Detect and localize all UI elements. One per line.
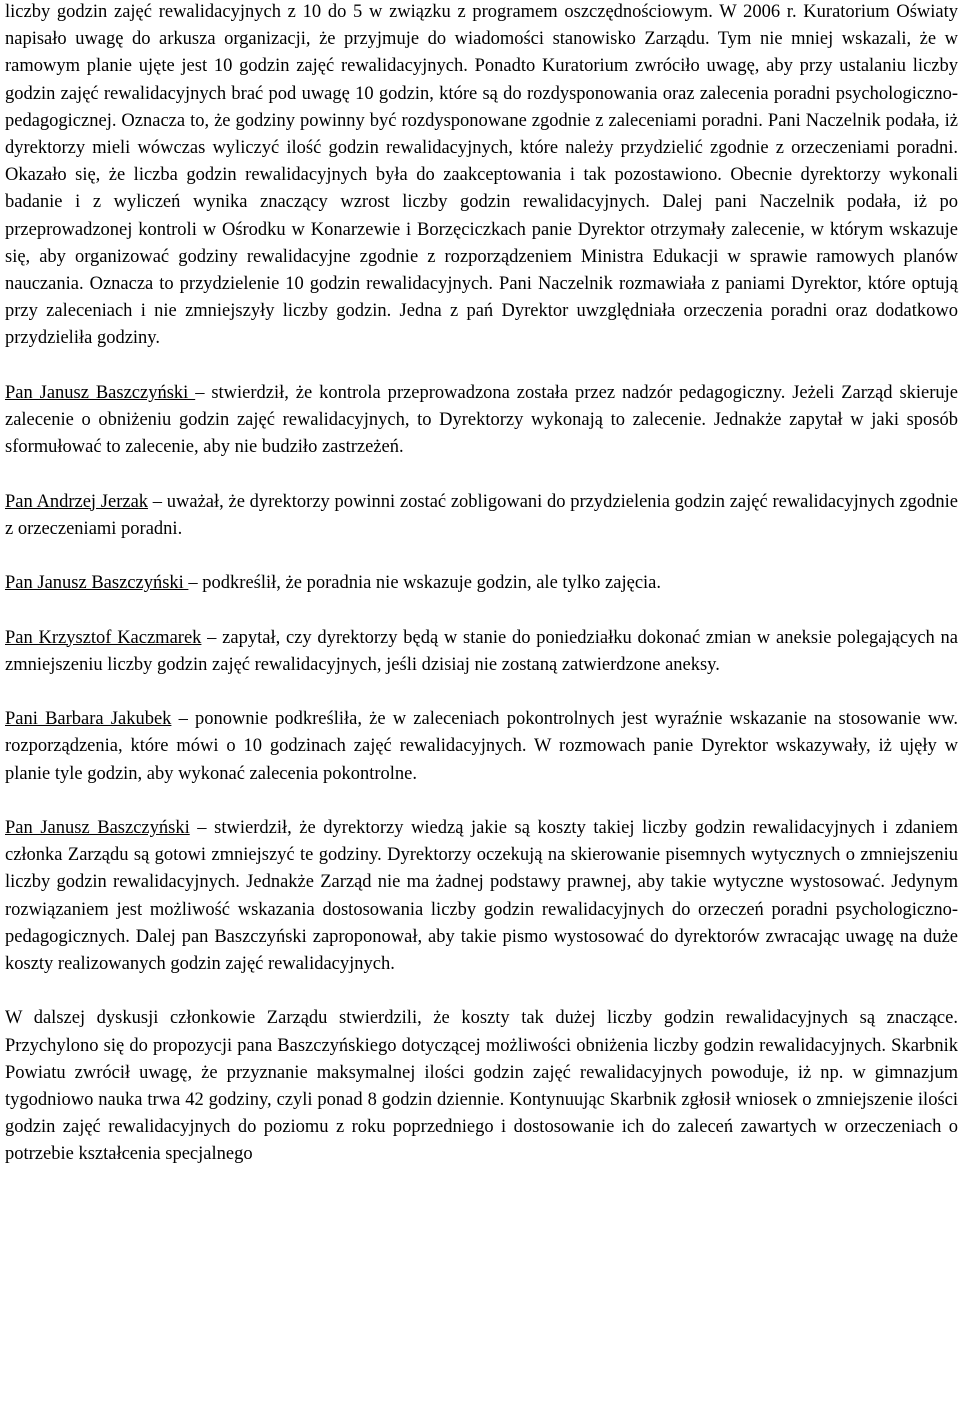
paragraph-text: zapytał, czy dyrektorzy będą w stanie do poniedziałku dokonać zmian w aneksie polegających na zmniejszeniu liczby godzin zajęć rewalidacyjnych, jeśli dzisiaj nie zostaną zatwierdzone aneksy. [5, 627, 958, 675]
speaker-name: Pan Janusz Baszczyński [5, 382, 196, 403]
speaker-name: Pani Barbara Jakubek [5, 709, 172, 730]
speaker-dash: – [195, 382, 212, 403]
speaker-name: Pan Andrzej Jerzak [5, 491, 149, 512]
paragraph-intro [5, 0, 958, 353]
speaker-name: Pan Krzysztof Kaczmarek [5, 627, 202, 648]
paragraph-text: uważał, że dyrektorzy powinni zostać zobligowani do przydzielenia godzin zajęć rewalidacyjnych zgodnie z orzeczeniami poradni. [5, 491, 958, 539]
paragraph-text: stwierdził, że kontrola przeprowadzona została przez nadzór pedagogiczny. Jeżeli Zarząd skieruje zalecenie o obniżeniu godzin zajęć rewalidacyjnych, to Dyrektorzy wykonają to zalecenie. Jednakże zapytał w jaki sposób sformułować to zalecenie, aby nie budziło zastrzeżeń. [5, 382, 959, 458]
paragraph-text: W dalszej dyskusji członkowie Zarządu stwierdzili, że koszty tak dużej liczby godzin rewalidacyjnych są znaczące. Przychylono się do propozycji pana Baszczyńskiego dotyczącej możliwości obniżenia liczby godzin rewalidacyjnych. Skarbnik Powiatu zwrócił uwagę, że przyznanie maksymalnej ilości godzin zajęć rewalidacyjnych powoduje, iż np. w gimnazjum tygodniowo nauka trwa 42 godziny, czyli ponad 8 godzin dziennie. Kontynuując Skarbnik zgłosił wniosek o zmniejszenie ilości godzin zajęć rewalidacyjnych do poziomu z roku poprzedniego i dostosowanie ich do zaleceń zawartych w orzeczeniach o potrzebie kształcenia specjalnego [5, 1008, 958, 1165]
speaker-dash: – [189, 818, 215, 838]
speaker-name: Pan Janusz Baszczyński [5, 818, 190, 838]
paragraph-jerzak [5, 489, 958, 543]
speaker-name: Pan Janusz Baszczyński [5, 573, 189, 594]
speaker-dash: – [148, 491, 167, 512]
paragraph-text: podkreślił, że poradnia nie wskazuje godzin, ale tylko zajęcia. [202, 573, 662, 594]
paragraph-baszczynski-2 [5, 570, 958, 597]
speaker-dash: – [201, 627, 223, 648]
speaker-dash: – [188, 573, 203, 594]
paragraph-text: liczby godzin zajęć rewalidacyjnych z 10 do 5 w związku z programem oszczędnościowym. W 2006 r. Kuratorium Oświaty napisało uwagę do arkusza organizacji, że przyjmuje do wiadomości stanowisko Zarządu. Tym nie mniej wskazali, że w ramowym planie ujęte jest 10 godzin zajęć rewalidacyjnych. Ponadto Kuratorium zwróciło uwagę, aby przy ustalaniu liczby godzin zajęć rewalidacyjnych brać pod uwagę 10 godzin, które są do rozdysponowania oraz zalecenia poradni psychologiczno-pedagogicznej. Oznacza to, że godziny powinny być rozdysponowane zgodnie z zaleceniami poradni. Pani Naczelnik podała, iż dyrektorzy mieli wówczas wyliczyć ilość godzin rewalidacyjnych, które należy przydzielić zgodnie z orzeczeniami poradni. Okazało się, że liczba godzin rewalidacyjnych była do zaakceptowania i tak pozostawiono. Obecnie dyrektorzy wykonali badanie i z wyliczeń wynika znaczący wzrost liczby godzin rewalidacyjnych. Dalej pani Naczelnik podała, iż po przeprowadzonej kontroli w Ośrodku w Konarzewie i Borzęciczkach panie Dyrektor otrzymały zalecenie, w którym wskazuje się, aby organizować godziny rewalidacyjne zgodnie z rozporządzeniem Ministra Edukacji w sprawie ramowych planów nauczania. Oznacza to przydzielenie 10 godzin rewalidacyjnych. Pani Naczelnik rozmawiała z paniami Dyrektor, które optują przy zaleceniach i nie zmniejszyły liczby godzin. Jedna z pań Dyrektor uwzględniała orzeczenia poradni oraz dodatkowo przydzieliła godziny. [5, 2, 958, 349]
speaker-dash: – [171, 709, 196, 730]
paragraph-jakubek [5, 706, 958, 788]
paragraph-baszczynski-3 [5, 815, 958, 978]
paragraph-text: stwierdził, że dyrektorzy wiedzą jakie są koszty takiej liczby godzin rewalidacyjnych i zdaniem członka Zarządu są gotowi zmniejszyć te godziny. Dyrektorzy oczekują na skierowanie pisemnych wytycznych o zmniejszeniu liczby godzin rewalidacyjnych. Jednakże Zarząd nie ma żadnej podstawy prawnej, aby takie wytyczne wystosować. Jedynym rozwiązaniem jest możliwość wskazania dostosowania liczby godzin rewalidacyjnych do orzeczeń poradni psychologiczno-pedagogicznych. Dalej pan Baszczyński zaproponował, aby takie pismo wystosować do dyrektorów zwracając uwagę na duże koszty realizowanych godzin zajęć rewalidacyjnych. [5, 818, 959, 975]
paragraph-text: ponownie podkreśliła, że w zaleceniach pokontrolnych jest wyraźnie wskazanie na stosowanie ww. rozporządzenia, które mówi o 10 godzinach zajęć rewalidacyjnych. W rozmowach panie Dyrektor wskazywały, iż ujęły w planie tyle godzin, aby wykonać zalecenia pokontrolne. [5, 709, 959, 784]
paragraph-discussion [5, 1005, 958, 1168]
paragraph-baszczynski-1 [5, 380, 958, 462]
paragraph-kaczmarek [5, 625, 958, 679]
